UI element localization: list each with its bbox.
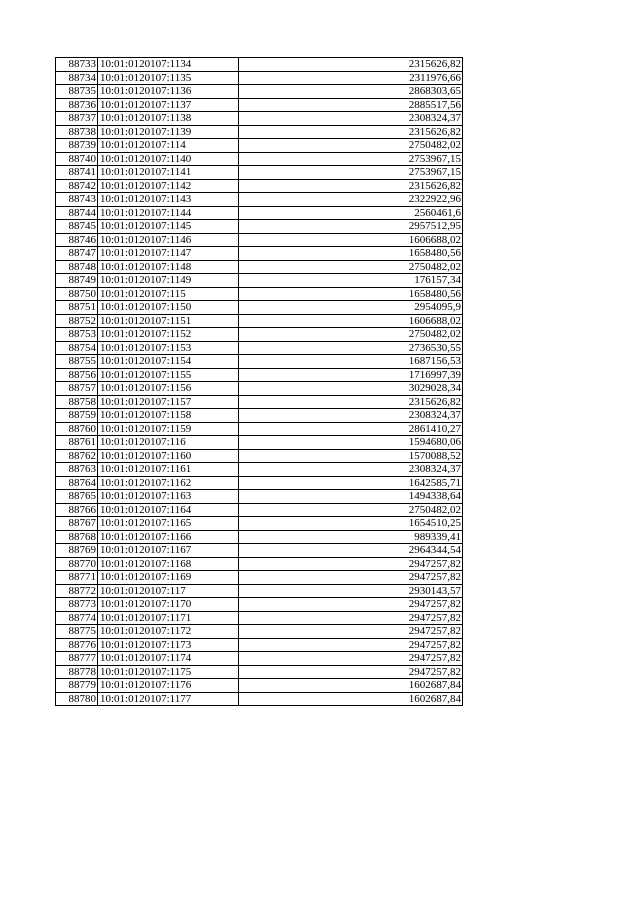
- table-row: [56, 544, 463, 558]
- row-id-cell: 88739: [56, 139, 98, 153]
- row-id-cell: 88760: [56, 422, 98, 436]
- row-id-cell: 88754: [56, 341, 98, 355]
- cadastral-number-cell: 10:01:0120107:1159: [98, 422, 239, 436]
- row-id-cell: 88779: [56, 679, 98, 693]
- value-cell: 3029028,34: [239, 382, 463, 396]
- table-row: [56, 571, 463, 585]
- table-row: [56, 166, 463, 180]
- cadastral-number-cell: 10:01:0120107:1177: [98, 692, 239, 706]
- cadastral-number-cell: 10:01:0120107:114: [98, 139, 239, 153]
- value-cell: 1642585,71: [239, 476, 463, 490]
- value-cell: 2947257,82: [239, 625, 463, 639]
- value-cell: 2753967,15: [239, 152, 463, 166]
- cadastral-number-cell: 10:01:0120107:1163: [98, 490, 239, 504]
- cadastral-number-cell: 10:01:0120107:1161: [98, 463, 239, 477]
- cadastral-number-cell: 10:01:0120107:1139: [98, 125, 239, 139]
- cadastral-number-cell: 10:01:0120107:1165: [98, 517, 239, 531]
- row-id-cell: 88767: [56, 517, 98, 531]
- cadastral-number-cell: 10:01:0120107:1151: [98, 314, 239, 328]
- table-row: [56, 98, 463, 112]
- row-id-cell: 88758: [56, 395, 98, 409]
- cadastral-number-cell: 10:01:0120107:1150: [98, 301, 239, 315]
- table-row: [56, 125, 463, 139]
- row-id-cell: 88777: [56, 652, 98, 666]
- cadastral-number-cell: 10:01:0120107:1173: [98, 638, 239, 652]
- table-row: [56, 584, 463, 598]
- row-id-cell: 88733: [56, 58, 98, 72]
- value-cell: 1602687,84: [239, 679, 463, 693]
- cadastral-number-cell: 10:01:0120107:1145: [98, 220, 239, 234]
- cadastral-number-cell: 10:01:0120107:1169: [98, 571, 239, 585]
- row-id-cell: 88747: [56, 247, 98, 261]
- row-id-cell: 88744: [56, 206, 98, 220]
- cadastral-number-cell: 10:01:0120107:1153: [98, 341, 239, 355]
- value-cell: 2947257,82: [239, 652, 463, 666]
- value-cell: 2947257,82: [239, 611, 463, 625]
- cadastral-number-cell: 10:01:0120107:1144: [98, 206, 239, 220]
- row-id-cell: 88770: [56, 557, 98, 571]
- data-table: [55, 57, 463, 706]
- row-id-cell: 88768: [56, 530, 98, 544]
- value-cell: 1570088,52: [239, 449, 463, 463]
- cadastral-number-cell: 10:01:0120107:1174: [98, 652, 239, 666]
- value-cell: 2930143,57: [239, 584, 463, 598]
- table-row: [56, 422, 463, 436]
- cadastral-number-cell: 10:01:0120107:1137: [98, 98, 239, 112]
- table-row: [56, 152, 463, 166]
- cadastral-number-cell: 10:01:0120107:1138: [98, 112, 239, 126]
- table-row: [56, 220, 463, 234]
- value-cell: 2885517,56: [239, 98, 463, 112]
- table-row: [56, 71, 463, 85]
- table-row: [56, 341, 463, 355]
- value-cell: 2308324,37: [239, 112, 463, 126]
- row-id-cell: 88776: [56, 638, 98, 652]
- table-row: [56, 679, 463, 693]
- cadastral-number-cell: 10:01:0120107:1143: [98, 193, 239, 207]
- table-row: [56, 314, 463, 328]
- value-cell: 2947257,82: [239, 557, 463, 571]
- row-id-cell: 88780: [56, 692, 98, 706]
- table-row: [56, 328, 463, 342]
- cadastral-number-cell: 10:01:0120107:1176: [98, 679, 239, 693]
- table-row: [56, 274, 463, 288]
- row-id-cell: 88736: [56, 98, 98, 112]
- cadastral-number-cell: 10:01:0120107:1146: [98, 233, 239, 247]
- value-cell: 1658480,56: [239, 287, 463, 301]
- row-id-cell: 88762: [56, 449, 98, 463]
- value-cell: 2750482,02: [239, 328, 463, 342]
- row-id-cell: 88775: [56, 625, 98, 639]
- table-row: [56, 206, 463, 220]
- cadastral-number-cell: 10:01:0120107:1168: [98, 557, 239, 571]
- value-cell: 2861410,27: [239, 422, 463, 436]
- table-row: [56, 382, 463, 396]
- value-cell: 2736530,55: [239, 341, 463, 355]
- cadastral-number-cell: 10:01:0120107:1170: [98, 598, 239, 612]
- value-cell: 1602687,84: [239, 692, 463, 706]
- row-id-cell: 88750: [56, 287, 98, 301]
- table-row: [56, 517, 463, 531]
- table-row: [56, 530, 463, 544]
- cadastral-number-cell: 10:01:0120107:1140: [98, 152, 239, 166]
- value-cell: 2315626,82: [239, 395, 463, 409]
- cadastral-number-cell: 10:01:0120107:116: [98, 436, 239, 450]
- value-cell: 2954095,9: [239, 301, 463, 315]
- row-id-cell: 88738: [56, 125, 98, 139]
- row-id-cell: 88746: [56, 233, 98, 247]
- row-id-cell: 88761: [56, 436, 98, 450]
- row-id-cell: 88749: [56, 274, 98, 288]
- row-id-cell: 88748: [56, 260, 98, 274]
- cadastral-number-cell: 10:01:0120107:1152: [98, 328, 239, 342]
- value-cell: 989339,41: [239, 530, 463, 544]
- cadastral-number-cell: 10:01:0120107:1162: [98, 476, 239, 490]
- table-row: [56, 58, 463, 72]
- cadastral-number-cell: 10:01:0120107:1175: [98, 665, 239, 679]
- table-row: [56, 638, 463, 652]
- table-row: [56, 490, 463, 504]
- table-row: [56, 247, 463, 261]
- table-row: [56, 692, 463, 706]
- cadastral-number-cell: 10:01:0120107:1148: [98, 260, 239, 274]
- cadastral-number-cell: 10:01:0120107:1154: [98, 355, 239, 369]
- table-row: [56, 598, 463, 612]
- value-cell: 2311976,66: [239, 71, 463, 85]
- table-row: [56, 193, 463, 207]
- table-row: [56, 112, 463, 126]
- table-row: [56, 233, 463, 247]
- cadastral-number-cell: 10:01:0120107:1166: [98, 530, 239, 544]
- table-row: [56, 287, 463, 301]
- table-row: [56, 355, 463, 369]
- value-cell: 1494338,64: [239, 490, 463, 504]
- value-cell: 1654510,25: [239, 517, 463, 531]
- value-cell: 2750482,02: [239, 139, 463, 153]
- row-id-cell: 88763: [56, 463, 98, 477]
- table-row: [56, 260, 463, 274]
- table-row: [56, 625, 463, 639]
- row-id-cell: 88735: [56, 85, 98, 99]
- cadastral-number-cell: 10:01:0120107:1136: [98, 85, 239, 99]
- cadastral-number-cell: 10:01:0120107:1147: [98, 247, 239, 261]
- value-cell: 2957512,95: [239, 220, 463, 234]
- cadastral-number-cell: 10:01:0120107:1149: [98, 274, 239, 288]
- table-row: [56, 503, 463, 517]
- value-cell: 2947257,82: [239, 571, 463, 585]
- cadastral-number-cell: 10:01:0120107:1164: [98, 503, 239, 517]
- cadastral-number-cell: 10:01:0120107:1155: [98, 368, 239, 382]
- table-row: [56, 301, 463, 315]
- cadastral-number-cell: 10:01:0120107:1142: [98, 179, 239, 193]
- cadastral-number-cell: 10:01:0120107:1141: [98, 166, 239, 180]
- row-id-cell: 88759: [56, 409, 98, 423]
- value-cell: 1594680,06: [239, 436, 463, 450]
- row-id-cell: 88764: [56, 476, 98, 490]
- table-row: [56, 611, 463, 625]
- row-id-cell: 88766: [56, 503, 98, 517]
- value-cell: 2750482,02: [239, 260, 463, 274]
- row-id-cell: 88745: [56, 220, 98, 234]
- value-cell: 176157,34: [239, 274, 463, 288]
- row-id-cell: 88734: [56, 71, 98, 85]
- value-cell: 2753967,15: [239, 166, 463, 180]
- table-row: [56, 139, 463, 153]
- cadastral-number-cell: 10:01:0120107:1158: [98, 409, 239, 423]
- value-cell: 1658480,56: [239, 247, 463, 261]
- value-cell: 2750482,02: [239, 503, 463, 517]
- table-row: [56, 368, 463, 382]
- row-id-cell: 88778: [56, 665, 98, 679]
- row-id-cell: 88755: [56, 355, 98, 369]
- value-cell: 1606688,02: [239, 314, 463, 328]
- row-id-cell: 88765: [56, 490, 98, 504]
- table-row: [56, 463, 463, 477]
- row-id-cell: 88740: [56, 152, 98, 166]
- row-id-cell: 88743: [56, 193, 98, 207]
- row-id-cell: 88756: [56, 368, 98, 382]
- cadastral-number-cell: 10:01:0120107:1156: [98, 382, 239, 396]
- value-cell: 2322922,96: [239, 193, 463, 207]
- row-id-cell: 88771: [56, 571, 98, 585]
- row-id-cell: 88737: [56, 112, 98, 126]
- row-id-cell: 88742: [56, 179, 98, 193]
- value-cell: 2315626,82: [239, 58, 463, 72]
- table-row: [56, 179, 463, 193]
- cadastral-number-cell: 10:01:0120107:1167: [98, 544, 239, 558]
- table-row: [56, 557, 463, 571]
- value-cell: 2308324,37: [239, 409, 463, 423]
- value-cell: 2560461,6: [239, 206, 463, 220]
- cadastral-number-cell: 10:01:0120107:117: [98, 584, 239, 598]
- value-cell: 2964344,54: [239, 544, 463, 558]
- table-row: [56, 652, 463, 666]
- cadastral-number-cell: 10:01:0120107:1135: [98, 71, 239, 85]
- cadastral-number-cell: 10:01:0120107:1172: [98, 625, 239, 639]
- table-row: [56, 665, 463, 679]
- row-id-cell: 88757: [56, 382, 98, 396]
- table-row: [56, 85, 463, 99]
- cadastral-number-cell: 10:01:0120107:115: [98, 287, 239, 301]
- value-cell: 2315626,82: [239, 125, 463, 139]
- value-cell: 1687156,53: [239, 355, 463, 369]
- value-cell: 2947257,82: [239, 638, 463, 652]
- row-id-cell: 88741: [56, 166, 98, 180]
- value-cell: 1606688,02: [239, 233, 463, 247]
- row-id-cell: 88772: [56, 584, 98, 598]
- cadastral-number-cell: 10:01:0120107:1157: [98, 395, 239, 409]
- value-cell: 2947257,82: [239, 665, 463, 679]
- row-id-cell: 88774: [56, 611, 98, 625]
- table-row: [56, 476, 463, 490]
- value-cell: 1716997,39: [239, 368, 463, 382]
- cadastral-number-cell: 10:01:0120107:1171: [98, 611, 239, 625]
- row-id-cell: 88753: [56, 328, 98, 342]
- row-id-cell: 88751: [56, 301, 98, 315]
- row-id-cell: 88773: [56, 598, 98, 612]
- table-row: [56, 449, 463, 463]
- table-row: [56, 436, 463, 450]
- table-row: [56, 409, 463, 423]
- value-cell: 2315626,82: [239, 179, 463, 193]
- row-id-cell: 88752: [56, 314, 98, 328]
- table-body: [56, 58, 463, 706]
- row-id-cell: 88769: [56, 544, 98, 558]
- value-cell: 2308324,37: [239, 463, 463, 477]
- cadastral-number-cell: 10:01:0120107:1134: [98, 58, 239, 72]
- table-row: [56, 395, 463, 409]
- cadastral-number-cell: 10:01:0120107:1160: [98, 449, 239, 463]
- value-cell: 2868303,65: [239, 85, 463, 99]
- value-cell: 2947257,82: [239, 598, 463, 612]
